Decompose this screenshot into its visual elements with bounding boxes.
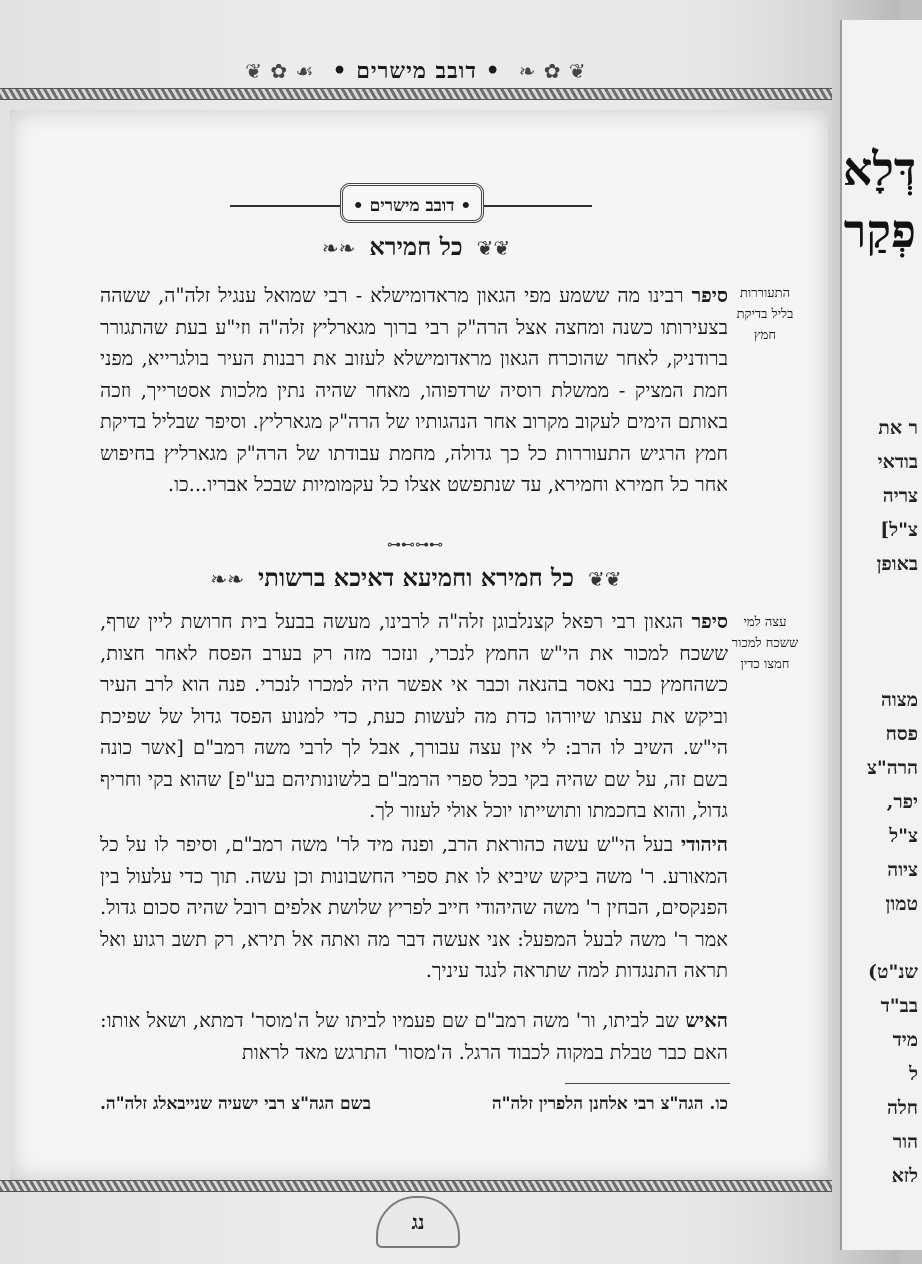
- flourish-ornament: ❦❦: [587, 567, 622, 591]
- footnote: [100, 1094, 728, 1114]
- running-header: [0, 58, 832, 84]
- facing-page-line: מיד: [892, 1029, 918, 1051]
- running-header-title: • דובב מישרים •: [332, 58, 501, 84]
- footnote-right: כו. הגה"צ רבי אלחנן הלפרין זלה"ה: [491, 1094, 728, 1114]
- bottom-rope-border: [0, 1180, 832, 1192]
- facing-page-line: לזא: [891, 1165, 918, 1187]
- facing-page-line: צריה: [882, 485, 918, 507]
- facing-page-line: ציוה: [887, 859, 918, 881]
- paragraph-3: היהודי בעל הי"ש עשה כהוראת הרב, ופנה מיד לר' משה רמב"ם, וסיפר לו על כל המאורע. ר' משה ביקש שיביא לו את ספרי החשבונות וכן עשה. תוך כדי עלעול בין הפנקסים, הבחין ר' משה שהיהודי חייב לפריץ שלושת אלפים רובל שהיה סכום גדול. אמר ר' משה לבעל המפעל: אני אעשה דבר מה ואתה אל תירא, רק תשב רגוע ואל תראה התנגדות למה שתראה לנגד עיניך.: [100, 833, 728, 982]
- margin-note-1: התעוררות בליל בדיקת חמץ: [736, 286, 794, 343]
- facing-page-line: צ"ל: [889, 825, 918, 847]
- facing-page-line: ר את: [878, 417, 918, 439]
- margin-note-2: עצה למי ששכח למכור חמצו כדין: [731, 615, 799, 672]
- facing-page-line: חלה: [886, 1097, 918, 1119]
- section-heading-2: ❦❦כל חמירא וחמיעא דאיכא ברשותי❧❧: [0, 563, 832, 593]
- footnote-left: בשם הגה"צ רבי ישעיה שנייבאלג זלה"ה.: [100, 1094, 371, 1114]
- flourish-ornament: ☙ ✿ ❦: [245, 59, 315, 83]
- paragraph-2: סיפר הגאון רבי רפאל קצנלבוגן זלה"ה לרבינו, מעשה בבעל בית חרושת ליין שרף, ששכח למכור את הי"ש החמץ לנכרי, ונזכר מזה רק בערב הפסח לאחר חצות, כשהחמץ כבר נאסר בהנאה וכבר אי אפשר היה למכרו לנכרי. פנה הוא לרב העיר וביקש את עצתו שיורהו כדת מה לעשות כעת, כדי למנוע הפסד גדול של שפיכת הי"ש. השיב לו הרב: לי אין עצה עבורך, אבל לך לרבי משה רמב"ם [אשר כונה בשם זה, על שם שהיה בקי בכל ספרי הרמב"ם בלשונותיהם בע"פ] שהוא בקי וחריף גדול, והוא בחכמתו ותושייתו יוכל אולי לעזור לך.: [100, 610, 728, 822]
- facing-page-line: יפר,: [886, 791, 918, 813]
- facing-page-line: שנ"ט): [868, 961, 918, 983]
- facing-page-edge: [840, 20, 922, 1250]
- facing-page-line: פסח: [885, 723, 918, 745]
- facing-page-line: צ"ל]: [880, 519, 918, 541]
- cartouche-title: • דובב מישרים •: [340, 183, 484, 223]
- facing-page-line: הור: [892, 1131, 918, 1153]
- flourish-ornament: ❧❧: [321, 236, 356, 260]
- section-divider: ⊶⊷⊶⊷: [387, 537, 443, 553]
- facing-page-line: בב"ד: [880, 995, 918, 1017]
- flourish-ornament: ❧❧: [210, 567, 245, 591]
- flourish-ornament: ❦ ✿ ❧: [518, 59, 587, 83]
- flourish-ornament: ❦❦: [476, 236, 511, 260]
- facing-page-line: באופן: [876, 553, 918, 575]
- facing-page-line: בודאי: [877, 451, 918, 473]
- paragraph-1: סיפר רבינו מה ששמע מפי הגאון מראדומישלא - רבי שמואל ענגיל זלה"ה, ששהה בצעירותו כשנה ומחצה אצל הרה"ק רבי ברוך מגארליץ זלה"ה וזי"ע בעת שהתגורר ברודניק, לאחר שהוכרח הגאון מראדומישלא לעזוב את רבנות העיר בולגרייא, מפני חמת המציק - ממשלת רוסיה שרדפוהו, מאחר שהיה נתין מלכות אסטרייך, וזכה באותם הימים לעקוב מקרוב אחר הנהגותיו של הרה"ק מגארליץ. וסיפר שבליל בדיקת חמץ הרגיש התעוררות כל כך גדולה, מחמת עבודתו של הרה"ק מגארליץ בחיפוש אחר כל חמירא וחמירא, עד שנתפשט אצלו כל עקמומיות שבכל אבריו...כו.: [100, 284, 728, 496]
- top-rope-border: [0, 88, 832, 100]
- footnote-rule: [565, 1083, 730, 1084]
- facing-page-line: הרה"צ: [866, 757, 918, 779]
- paragraph-4: האיש שב לביתו, ור' משה רמב"ם שם פעמיו לביתו של ה'מוסר' דמתא, ושאל אותו: האם כבר טבלת במקוה לכבוד הרגל. ה'מסור' התרגש מאד לראות: [100, 1009, 728, 1064]
- facing-page-line: טמון: [885, 893, 918, 915]
- facing-page-heading: דְּלָא פְקַר: [842, 142, 916, 258]
- section-heading-1: ❦❦כל חמירא❧❧: [0, 232, 832, 262]
- facing-page-line: מצוה: [880, 689, 918, 711]
- page-number: נג: [376, 1196, 460, 1248]
- facing-page-line: ל: [909, 1063, 918, 1085]
